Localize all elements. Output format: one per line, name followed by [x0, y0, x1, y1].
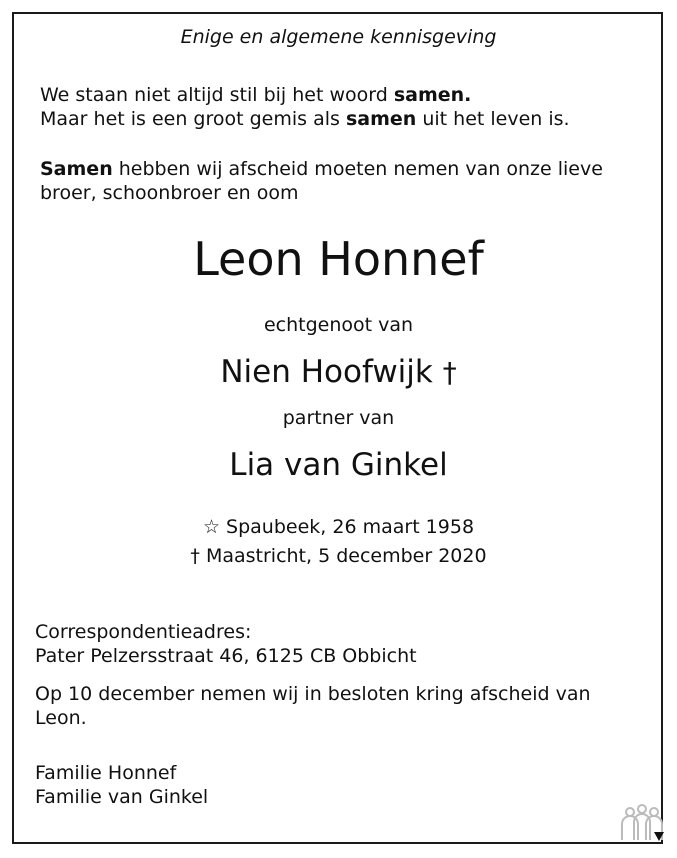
farewell-paragraph [40, 157, 603, 205]
life-dates [0, 513, 677, 571]
notice-header: Enige en algemene kennisgeving [180, 26, 497, 48]
deceased-name: Leon Honnef [193, 232, 484, 286]
intro-line-2-text: Maar het is een groot gemis als [40, 108, 346, 130]
spouse-name: Nien Hoofwijk [220, 354, 433, 390]
correspondence-address: Pater Pelzersstraat 46, 6125 CB Obbicht [35, 645, 417, 667]
star-icon: ☆ [202, 516, 220, 538]
signature-2: Familie van Ginkel [35, 786, 209, 808]
farewell-line-1-text: hebben wij afscheid moeten nemen van onze lieve [112, 158, 603, 180]
farewell-bold: Samen [40, 158, 113, 180]
birth-line [0, 513, 677, 542]
spouse-line [0, 354, 677, 390]
signature-block [35, 761, 208, 809]
ceremony-line-1: Op 10 december nemen wij in besloten kring afscheid van [35, 683, 591, 705]
death-line [0, 542, 677, 571]
farewell-line-2: broer, schoonbroer en oom [40, 182, 299, 204]
intro-line-2 [40, 107, 570, 131]
correspondence-label: Correspondentieadres: [35, 621, 252, 643]
relation-partner-label: partner van [282, 407, 395, 429]
death-text: Maastricht, 5 december 2020 [205, 545, 487, 567]
correspondence-block [35, 620, 417, 668]
intro-line-1-bold: samen. [393, 84, 472, 106]
birth-text: Spaubeek, 26 maart 1958 [226, 516, 475, 538]
partner-name: Lia van Ginkel [229, 447, 448, 483]
intro-paragraph [40, 83, 570, 131]
intro-line-1-text: We staan niet altijd stil bij het woord [40, 84, 394, 106]
farewell-line-1 [40, 157, 603, 181]
intro-line-1 [40, 83, 570, 107]
intro-line-2-end: uit het leven is. [416, 108, 570, 130]
ceremony-block [35, 682, 591, 730]
people-group-icon [616, 802, 666, 846]
cross-icon: † [190, 545, 200, 567]
intro-line-2-bold: samen [345, 108, 417, 130]
signature-1: Familie Honnef [35, 762, 177, 784]
ceremony-line-2: Leon. [35, 707, 87, 729]
cross-icon: † [442, 356, 457, 389]
relation-spouse-label: echtgenoot van [263, 314, 414, 336]
